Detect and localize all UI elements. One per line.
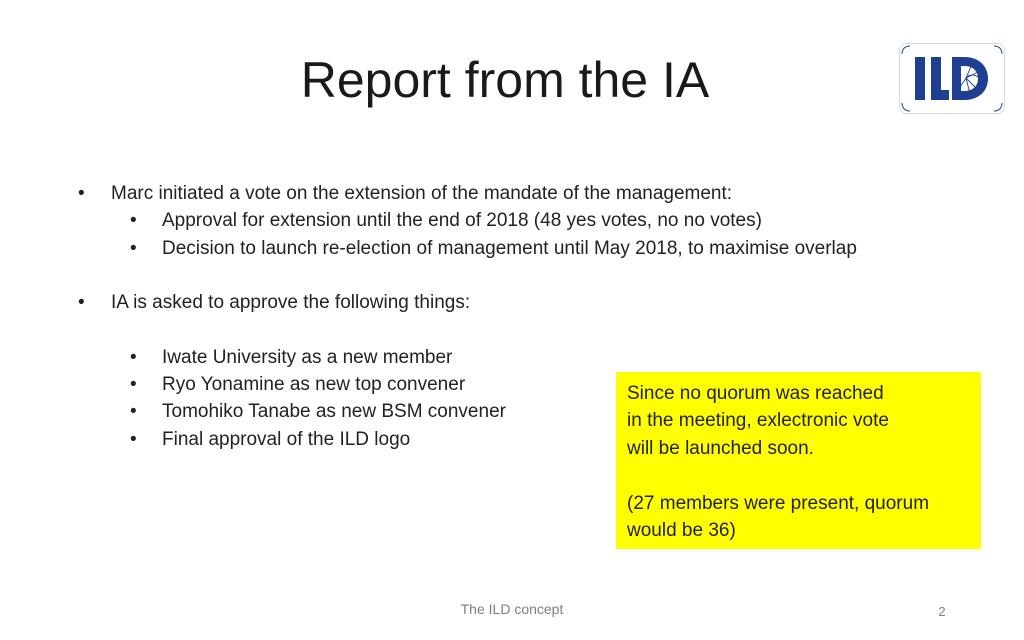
note-line: (27 members were present, quorum (627, 492, 930, 514)
bullet-marker: • (130, 347, 137, 368)
note-line: in the meeting, exlectronic vote (627, 410, 889, 432)
bullet-marker: • (78, 292, 85, 313)
slide-footer: The ILD concept (460, 601, 564, 617)
sub-bullet-item: Tomohiko Tanabe as new BSM convener (162, 401, 506, 422)
note-line: Since no quorum was reached (627, 383, 884, 404)
quorum-note-box (616, 372, 981, 549)
page-number: 2 (938, 604, 946, 619)
slide-title: Report from the IA (300, 52, 710, 108)
note-line: will be launched soon. (627, 437, 814, 459)
bullet-item: Marc initiated a vote on the extension of the mandate of the management: (111, 183, 733, 204)
bullet-item: IA is asked to approve the following things: (111, 292, 471, 313)
note-spacer (627, 462, 971, 489)
bullet-marker: • (130, 374, 137, 395)
bullet-marker: • (130, 238, 137, 259)
note-line: would be 36) (627, 520, 736, 542)
bullet-marker: • (130, 401, 137, 422)
sub-bullet-item: Iwate University as a new member (162, 347, 453, 368)
sub-bullet-item: Approval for extension until the end of 2018 (48 yes votes, no no votes) (162, 210, 762, 231)
sub-bullet-item: Ryo Yonamine as new top convener (162, 374, 466, 395)
bullet-marker: • (130, 429, 137, 450)
sub-bullet-item: Final approval of the ILD logo (162, 429, 411, 450)
sub-bullet-item: Decision to launch re-election of management until May 2018, to maximise overlap (162, 238, 857, 259)
bullet-marker: • (78, 183, 85, 204)
bullet-marker: • (130, 210, 137, 231)
